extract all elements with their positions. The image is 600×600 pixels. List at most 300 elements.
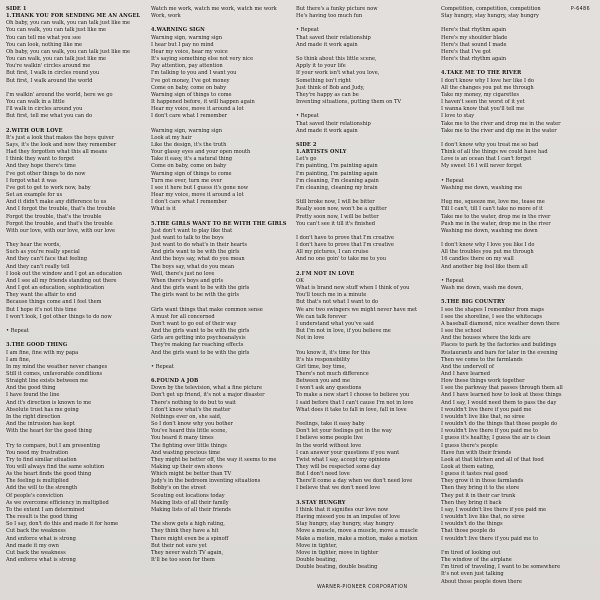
lyric-line: It's saying something else not very nice xyxy=(151,56,254,63)
lyric-line: You heard it many times xyxy=(151,435,214,442)
lyric-line: Down by the television, what a fine picture xyxy=(151,385,263,392)
lyric-line: I'm tired of looking out xyxy=(441,549,501,556)
lyric-line: And girls want to be with the girls xyxy=(151,249,240,256)
lyric-line: Says, it's the look and now they remember xyxy=(6,141,117,148)
lyric-line: I said before that I can't cause I'm not in love xyxy=(296,399,414,406)
lyric-line: So I say, don't do this and made it for home xyxy=(6,521,119,528)
lyric-line xyxy=(441,63,581,70)
lyric-line xyxy=(6,85,146,92)
lyric-line: I am fine, fine with my papa xyxy=(6,349,79,356)
lyric-line: I see the school xyxy=(441,328,482,335)
lyric-line: My sweet 16 I will never forget xyxy=(441,163,522,170)
lyric-line: Have fun with their friends xyxy=(441,449,512,456)
lyric-line xyxy=(441,192,581,199)
lyric-line: I'll walk in circles around you xyxy=(6,106,83,113)
lyric-line xyxy=(151,20,291,27)
lyric-line: I won't ask any questions xyxy=(296,385,362,392)
lyric-line: I've got to get to work now, baby xyxy=(6,184,91,191)
lyric-line: Just want to talk to the boys xyxy=(151,235,224,241)
lyric-line: And the boys say, what do you mean xyxy=(151,256,245,263)
lyric-line: Such as you're really special xyxy=(6,249,80,256)
lyric-line: And they can't face that feeling xyxy=(6,256,88,263)
lyric-line xyxy=(296,228,436,235)
lyric-line xyxy=(6,335,146,342)
lyric-line: You can tell me what you see xyxy=(6,34,81,41)
lyric-line: Double beating, double beating xyxy=(296,564,378,571)
lyric-line: And the houses where the kids are xyxy=(441,335,531,342)
lyric-line: Just don't want to play like that xyxy=(151,227,233,234)
lyric-line xyxy=(151,299,291,306)
lyric-line: Add the will to the strength xyxy=(6,485,78,492)
lyric-line: Forgot the trouble, that's the trouble xyxy=(6,213,102,220)
lyric-line: Cut back the weakness xyxy=(6,549,66,556)
lyric-line: Because things come and I feel them xyxy=(6,299,102,306)
lyric-line: They might be better off, the way it seems to me xyxy=(151,456,277,463)
song-heading: 2.I'M NOT IN LOVE xyxy=(296,270,355,277)
lyric-line: I wouldn't live there if you paid me to xyxy=(441,428,539,435)
lyrics-column-2 xyxy=(151,6,291,564)
lyric-line: The window of the airplane xyxy=(441,557,512,564)
lyric-line: When there's boys and girls xyxy=(151,277,224,284)
lyric-line: Set an example for us xyxy=(6,192,63,199)
lyric-line: You will always find the same solution xyxy=(6,464,105,470)
lyric-line xyxy=(296,342,436,349)
lyric-line: I see the parkway that passes through them all xyxy=(441,385,563,392)
song-heading: 1.ARTISTS ONLY xyxy=(296,149,347,156)
lyric-line: Work, work xyxy=(151,13,181,20)
lyric-line: Had they forgotten what this all means xyxy=(6,149,108,156)
lyric-line: Absolute trust has me going xyxy=(6,406,79,413)
song-heading: 3.STAY HUNGRY xyxy=(296,499,346,506)
lyric-line: You'll touch me in a minute xyxy=(296,292,367,299)
lyric-line: Feelings, take it easy baby xyxy=(296,421,365,428)
lyric-line: Girls are getting into psychoanalysis xyxy=(151,335,246,342)
lyric-line xyxy=(6,435,146,442)
lyric-line xyxy=(296,49,436,56)
lyric-line: And the girls want to be with the girls xyxy=(151,285,250,292)
lyric-line: Take my money, my cigarettes xyxy=(441,91,519,98)
lyric-line: To the extent I am determined xyxy=(6,506,85,513)
lyric-line: Here's my shoulder blade xyxy=(441,34,508,41)
lyric-line: I see the shoreline, I see the whitecaps xyxy=(441,313,543,320)
lyric-line: And I have learned how to look at these things xyxy=(441,392,562,399)
lyric-line xyxy=(296,493,436,500)
lyric-line: I guess there's people xyxy=(441,442,498,449)
lyric-line xyxy=(441,271,581,278)
lyric-line: It's just a look that makes the boys quiver xyxy=(6,134,115,141)
lyric-line: Take it easy, it's a natural thing xyxy=(151,156,232,163)
lyric-line: Like the design, it's the truth xyxy=(151,141,227,148)
lyric-line xyxy=(441,292,581,299)
lyric-line: But I'm not in love, if you believe me xyxy=(296,328,391,335)
lyric-line: The fighting over little things xyxy=(151,442,227,449)
lyric-line: But there's a funky picture now xyxy=(296,6,378,12)
lyric-line: That those people do xyxy=(441,528,496,535)
lyric-line: And it's direction is known to me xyxy=(6,399,92,406)
lyric-line: Move in tighter, xyxy=(296,542,338,549)
lyric-line: Really soon now, won't be a quitter xyxy=(296,206,387,213)
song-heading: 1.THANK YOU FOR SENDING ME AN ANGEL xyxy=(6,13,141,20)
lyric-line: I'm painting, I'm painting again xyxy=(296,163,378,170)
lyric-line: I don't have to prove that I'm creative xyxy=(296,242,394,249)
lyric-line: I believe some people live xyxy=(296,435,363,442)
lyric-line: We can talk forever xyxy=(296,313,347,320)
lyric-line: About those people down there xyxy=(441,578,522,585)
song-heading: SIDE 1 xyxy=(6,6,27,12)
lyric-line: And another big fool like them all xyxy=(441,263,528,270)
lyric-line: Washing me down, washing me down xyxy=(441,227,538,234)
lyric-line: I have found the line xyxy=(6,392,60,399)
lyric-line: All my pictures, I can cruise xyxy=(296,249,369,256)
lyric-line: I haven't seen the worst of it yet xyxy=(441,99,525,106)
lyric-line: Competition, competition, competition xyxy=(441,6,541,12)
lyric-line: But first, tell me what you can do xyxy=(6,113,93,120)
lyric-line: And the intrusion has kept xyxy=(6,421,75,428)
lyric-line: Turn me over, turn me over xyxy=(151,177,223,184)
lyric-line: Your glassy eyes and your open mouth xyxy=(151,149,251,156)
lyric-line: Love is an ocean that I can't forget xyxy=(441,156,532,163)
lyric-line: Hear my voice, hear my voice xyxy=(151,48,228,55)
lyric-line: And made it my own xyxy=(6,542,59,549)
lyric-line: But I don't need love xyxy=(296,471,350,478)
lyric-line: And made it work again xyxy=(296,41,358,48)
lyric-line xyxy=(296,106,436,113)
lyric-line: Don't want to go out of their way xyxy=(151,320,237,327)
lyric-line: OK xyxy=(296,277,304,284)
lyric-line: Oh baby, you can walk, you can talk just like me xyxy=(6,20,131,27)
lyric-line: In the right direction xyxy=(6,413,61,420)
lyric-line xyxy=(6,121,146,128)
lyric-line: I can answer your questions if you want xyxy=(296,449,400,456)
lyric-line: I don't care what I remember xyxy=(151,113,228,120)
lyric-line: I don't care what I remember xyxy=(151,199,228,206)
lyric-line: There's not much difference xyxy=(296,370,369,377)
lyric-line: It'll be too soon for them xyxy=(151,557,215,564)
lyric-line xyxy=(151,357,291,364)
lyric-line: Then they bring it to the store xyxy=(441,485,520,492)
lyric-line: Warning sign of things to come xyxy=(151,91,232,98)
lyric-line: Look at my hair xyxy=(151,134,192,141)
lyric-line xyxy=(151,121,291,128)
lyric-line xyxy=(441,543,581,550)
lyric-line: • Repeat xyxy=(296,27,319,34)
lyric-line: Making lists of all their family xyxy=(151,499,229,506)
lyric-line: There might even be a spinoff xyxy=(151,535,229,542)
lyric-line: Come on baby, come on baby xyxy=(151,84,227,91)
lyric-line: And the girls want to be with the girls xyxy=(151,349,250,356)
lyric-line: In my mind the weather never changes xyxy=(6,363,108,370)
lyric-line xyxy=(151,214,291,221)
lyric-line xyxy=(441,135,581,142)
lyric-line: Let's go xyxy=(296,156,317,163)
lyric-line: Don't get up friend, it's not a major disaster xyxy=(151,392,265,399)
lyric-line xyxy=(441,235,581,242)
lyric-line: I wouldn't live like that, no siree xyxy=(441,514,525,521)
lyric-line: They're happy as can be xyxy=(296,91,359,98)
lyric-line: Here's that rhythm again xyxy=(441,27,507,34)
lyric-line: The girls want to be with the girls xyxy=(151,292,239,299)
lyric-line: Forgot the trouble, and that's the trouble xyxy=(6,220,113,227)
lyric-line: They hear the words, xyxy=(6,242,61,249)
lyric-line: Take me to the river and dip me in the water xyxy=(441,127,557,134)
lyric-line: They think they have a hit xyxy=(151,528,219,535)
lyric-line: If your work isn't what you love, xyxy=(296,70,380,77)
lyric-line: Which might be better than TV xyxy=(151,471,232,478)
lyric-line: Here's that I've got xyxy=(441,48,491,55)
lyric-line: Well, there's just no love xyxy=(151,270,215,277)
lyric-line: Look at that kitchen and all of that food xyxy=(441,456,544,463)
lyric-line: And I have learned xyxy=(441,370,490,377)
lyric-line: Move in tighter, move in tighter xyxy=(296,549,379,556)
lyric-line: You can walk, you can talk just like me xyxy=(6,27,107,34)
lyric-line: • Repeat xyxy=(6,328,29,335)
lyric-line: Inventing situations, putting them on TV xyxy=(296,99,402,106)
lyric-line: Look at them eating, xyxy=(441,464,495,470)
lyric-line: All the changes you put me through xyxy=(441,84,534,91)
lyric-line: Oh baby, you can walk, you can talk just like me xyxy=(6,48,131,55)
lyric-line: Watch me work, watch me work, watch me work xyxy=(151,6,277,12)
lyric-line: Hug me, squeeze me, love me, tease me xyxy=(441,199,545,206)
lyric-line: Not in love xyxy=(296,335,325,342)
lyric-line: I'm cleaning, I'm cleaning again xyxy=(296,177,379,184)
lyric-line: That saved their relationship xyxy=(296,34,371,41)
lyric-line: We are two swingers we might never have met xyxy=(296,306,418,313)
song-heading: SIDE 2 xyxy=(296,141,317,148)
lyric-line: • Repeat xyxy=(441,177,464,184)
lyric-line: I don't know why I love her like I do xyxy=(441,77,534,84)
lyric-line: Till I can't, till I can't take no more of it xyxy=(441,206,543,213)
lyric-line: And they can't really tell xyxy=(6,263,70,270)
lyric-line xyxy=(151,371,291,378)
lyric-line: I've got money, I've got money xyxy=(151,77,230,84)
lyric-line: There'll come a day when we don't need love xyxy=(296,478,413,485)
lyric-line: They will be respected some day xyxy=(296,464,381,470)
lyric-line: I hear but I pay no mind xyxy=(151,41,214,48)
lyric-line: I'm cleaning, cleaning my brain xyxy=(296,184,378,191)
lyric-line: Take me to the water, drop me in the river xyxy=(441,213,551,220)
lyric-line xyxy=(296,192,436,199)
lyric-line: And wasting precious time xyxy=(151,449,220,456)
lyric-line: I see the shapes I remember from maps xyxy=(441,306,544,313)
song-heading: 3.THE GOOD THING xyxy=(6,342,68,349)
lyric-line: Bobby's on the street xyxy=(151,485,206,492)
lyric-line: Places to park by the factories and buildings xyxy=(441,342,557,349)
lyric-line: Stay hungry, stay hungry, stay hungry xyxy=(296,521,394,528)
lyric-line: Warning sign, warning sign xyxy=(151,127,223,134)
lyric-line: Take me to the river and drop me in the water xyxy=(441,120,561,127)
lyric-line: Twist what I say, accept my opinions xyxy=(296,456,391,463)
lyric-line: I wouldn't do the things xyxy=(441,521,503,528)
lyric-line: You've heard this little scene, xyxy=(151,428,228,435)
lyric-line: Having missed you in an impulse of love xyxy=(296,514,401,521)
lyric-line: • Repeat xyxy=(151,363,174,370)
lyric-line: Warning sign, warning sign xyxy=(151,34,223,41)
lyric-line: He's having too much fun xyxy=(296,13,363,20)
lyric-line: I wouldn't live like that, no siree xyxy=(441,413,525,420)
lyric-line: And made it work again xyxy=(296,127,358,134)
song-heading: 6.FOUND A JOB xyxy=(151,378,199,385)
lyric-line: I see it here but I guess it's gone now xyxy=(151,184,249,191)
lyric-line: You can walk in a little xyxy=(6,99,65,106)
lyric-line: I'm painting, I'm painting again xyxy=(296,170,378,177)
lyric-line: Between you and me xyxy=(296,378,350,385)
lyric-line: How these things work together xyxy=(441,378,525,385)
lyric-line: Make a motion, make a motion, make a motion xyxy=(296,535,418,542)
lyric-line: Here's that sound I made xyxy=(441,41,507,48)
lyric-line xyxy=(151,514,291,521)
lyric-line: And I got an education, sophistication xyxy=(6,285,105,292)
lyric-line: But I hope it's not this time xyxy=(6,306,77,313)
lyric-line: Think of all the things we could have had xyxy=(441,149,548,156)
lyric-line: But that's not what I want to do xyxy=(296,299,379,306)
lyric-line: You can look, nothing like me xyxy=(6,41,83,48)
song-heading: 4.TAKE ME TO THE RIVER xyxy=(441,70,522,77)
lyric-line: To make a new start I choose to believe you xyxy=(296,392,410,399)
lyric-line: 16 candles there on my wall xyxy=(441,256,514,263)
lyric-line: That saved their relationship xyxy=(296,120,371,127)
lyric-line: I love to stay xyxy=(441,113,475,120)
lyric-line: But first, I walk in circles round you xyxy=(6,70,100,77)
lyric-line: Apply it to your life xyxy=(296,63,346,70)
lyric-line: But their not sure yet xyxy=(151,542,207,549)
lyric-line: Washing me down, washing me xyxy=(441,184,523,191)
lyric-line: Try to compare, but I am presenting xyxy=(6,442,100,449)
lyric-line: Making up their own shows xyxy=(151,464,223,470)
lyric-line: Move a muscle, move a muscle, move a muscle xyxy=(296,528,418,535)
lyric-line xyxy=(296,264,436,271)
lyric-line: I understand what you've said xyxy=(296,320,374,327)
lyric-line: Try to find similar situation xyxy=(6,456,77,463)
lyric-line: And enforce what is strong xyxy=(6,535,76,542)
lyric-line: They want the affair to end xyxy=(6,292,77,299)
lyric-line: As we overcome efficiency in multiplied xyxy=(6,499,109,506)
lyric-line: All the troubles you put me through xyxy=(441,249,534,256)
lyric-line: I am fine, xyxy=(6,356,31,363)
lyric-line: Hear my voice, move it around a lot xyxy=(151,106,244,113)
song-heading: 4.WARNING SIGN xyxy=(151,27,205,34)
lyric-line: I guess it tastes real good xyxy=(441,471,508,478)
lyric-line: So I don't know why you bother xyxy=(151,421,233,428)
lyric-line: Double beating, xyxy=(296,557,338,564)
lyric-line: Then we come to the farmlands xyxy=(441,356,523,363)
lyric-line: Then they bring it back xyxy=(441,499,502,506)
lyric-line: And they hope there's time xyxy=(6,163,76,170)
lyric-line: They never watch TV again, xyxy=(151,549,224,556)
song-heading: 5.THE BIG COUNTRY xyxy=(441,299,506,306)
lyric-line: You need my frustration xyxy=(6,449,69,456)
lyric-line: It's his responsibility xyxy=(296,356,350,363)
lyric-line: And the good thing xyxy=(6,385,56,392)
lyric-line: I've got other things to do now xyxy=(6,170,86,177)
lyric-line: With our love, with our love, with our love xyxy=(6,227,116,234)
lyric-line: They're making far reaching effects xyxy=(151,342,244,349)
lyric-line: Still it comes, unfavorable conditions xyxy=(6,370,103,377)
lyric-line: And I say, I would need them to pass the day xyxy=(441,399,557,406)
lyric-line: I believe that we don't need love xyxy=(296,485,381,492)
lyric-line: I'm tired of traveling, I want to be somewhere xyxy=(441,564,561,571)
lyric-line: I think they want to forget xyxy=(6,156,75,163)
lyric-line: And no one goin' to take me to you xyxy=(296,256,387,263)
lyric-line: Of people's conviction xyxy=(6,492,64,499)
lyric-line: Something isn't right xyxy=(296,77,351,84)
lyric-line: Warning sign of things to come xyxy=(151,170,232,177)
lyric-line: The result is the good thing xyxy=(6,514,78,521)
lyrics-column-4 xyxy=(441,6,581,586)
lyric-line: What is it xyxy=(151,206,176,213)
lyric-line: Here's that rhythm again xyxy=(441,56,507,63)
lyric-line: Don't let your feelings get in the way xyxy=(296,428,392,435)
lyric-line: What does it take to fall in love, fall in love xyxy=(296,406,407,413)
lyric-line: Wash me down, wash me down, xyxy=(441,285,523,292)
lyric-line: Girls want things that make common sense xyxy=(151,306,263,313)
lyric-line: Come on baby, come on baby xyxy=(151,163,227,170)
lyric-line: You can't see it till it's finished xyxy=(296,220,376,227)
lyric-line: With the heart for the good thing xyxy=(6,428,92,435)
lyric-line: The boys say, what do you mean xyxy=(151,263,235,270)
lyric-line: Hear my voice, move it around a lot xyxy=(151,192,244,199)
lyric-line: A must for all concerned xyxy=(151,313,215,320)
lyric-line: And the undervoll of xyxy=(441,363,494,370)
lyric-line: It happened before, it will happen again xyxy=(151,99,255,106)
lyric-line: Straight line exists between me xyxy=(6,378,88,385)
lyric-line: It's not even just talking xyxy=(441,571,504,578)
lyric-line: I don't have to prove that I'm creative xyxy=(296,235,394,241)
catalog-number: P-6486 xyxy=(570,6,590,12)
lyric-line: And enforce what is strong xyxy=(6,557,76,564)
lyric-line: I don't know what's the matter xyxy=(151,406,231,413)
lyric-line: • Repeat xyxy=(441,277,464,284)
lyric-line: I wouldn't live there if you paid me xyxy=(441,406,532,413)
lyric-line: You know it, it's time for this xyxy=(296,349,371,356)
lyric-line: I guess it's healthy, I guess the air is clean xyxy=(441,435,551,442)
lyric-line xyxy=(296,20,436,27)
lyric-line: Nothings ever on, she said, xyxy=(151,413,222,420)
lyric-line: Cut back the weakness xyxy=(6,528,66,535)
lyric-line xyxy=(6,235,146,242)
lyric-line: I wouldn't live there if you paid me to xyxy=(441,535,539,542)
lyric-line: Girl time, boy time, xyxy=(296,363,347,370)
lyric-line: Restaurants and bars for later in the evening xyxy=(441,349,558,356)
lyric-line: Pretty soon now, I will be better xyxy=(296,213,379,220)
lyric-line: • Repeat xyxy=(296,113,319,120)
lyric-line: I wouldn't do the things that those people do xyxy=(441,421,558,428)
lyric-line: And the girls want to be with the girls xyxy=(151,328,250,335)
lyric-line: You can walk, you can talk just like me xyxy=(6,56,107,63)
lyric-line: Stay hungry, stay hungry, stay hungry xyxy=(441,13,539,20)
lyric-line: They put it in their car trunk xyxy=(441,492,516,499)
lyric-line: Still broke now, I will be bitter xyxy=(296,199,375,206)
lyric-line: But first, I walk around the world xyxy=(6,77,93,84)
publisher-footer: WARNER-PIONEER CORPORATION xyxy=(317,585,408,590)
lyric-line: I'm walkin' around the world, here we go xyxy=(6,91,113,98)
lyric-line: Judy's in the bedroom inventing situations xyxy=(151,478,261,485)
lyric-line: I don't know why I love you like I do xyxy=(441,242,535,249)
lyric-line: Pay attention, pay attention xyxy=(151,63,223,70)
lyric-line: I forgot what it was xyxy=(6,177,57,184)
lyric-line xyxy=(441,171,581,178)
lyric-line: Just think of Bob and Judy, xyxy=(296,84,365,91)
lyrics-column-3 xyxy=(296,6,436,571)
lyric-line xyxy=(296,135,436,142)
lyric-line: I look out the window and I got an education xyxy=(6,270,122,277)
lyric-line: I say, I wouldn't live there if you paid me xyxy=(441,506,547,513)
lyric-line: You're walkin' circles around me xyxy=(6,63,91,70)
lyric-line: And I see all my friends standing out there xyxy=(6,277,117,284)
lyric-line: Just want to do what's in their hearts xyxy=(151,242,247,249)
lyric-line: I'm talking to you and I want you xyxy=(151,70,237,77)
lyric-line: They grow it in those farmlands xyxy=(441,478,524,485)
song-heading: 5.THE GIRLS WANT TO BE WITH THE GIRLS xyxy=(151,220,287,227)
